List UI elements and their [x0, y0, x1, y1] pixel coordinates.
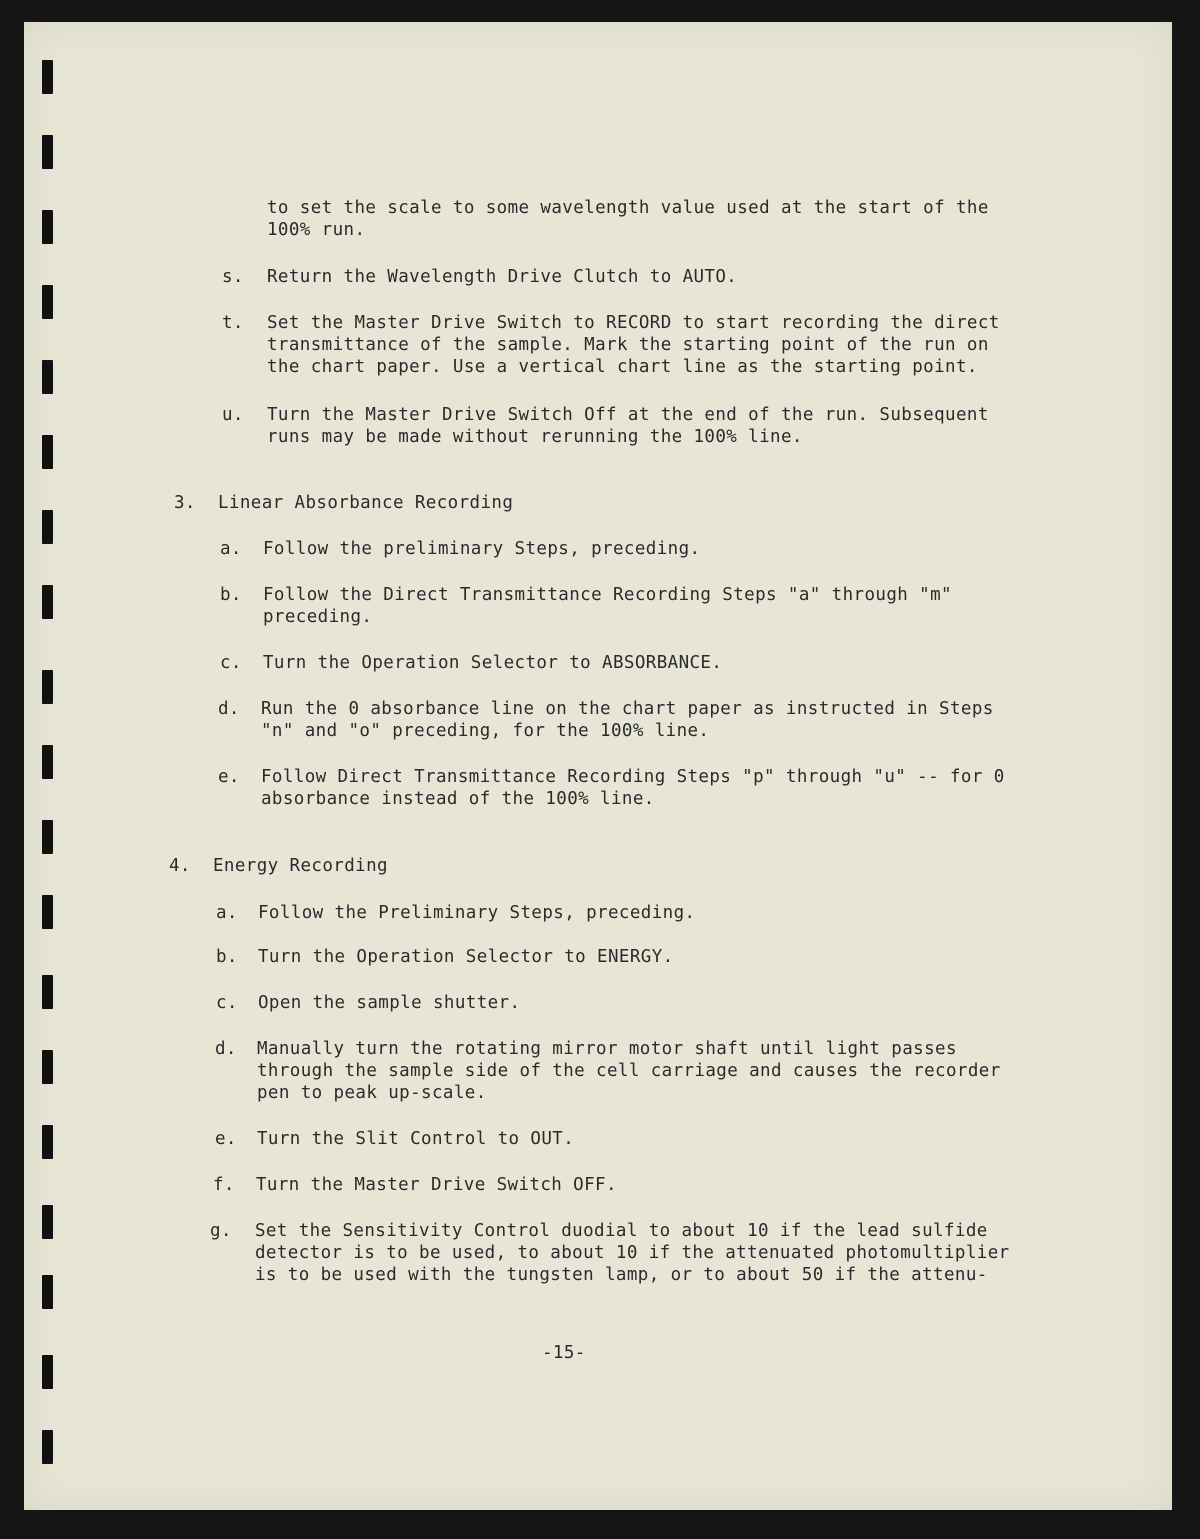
binder-hole [42, 585, 53, 619]
binder-hole [42, 820, 53, 854]
binder-hole [42, 1430, 53, 1464]
binder-hole [42, 1355, 53, 1389]
step-text: Follow the Direct Transmittance Recording Steps "a" through "m" [263, 585, 952, 605]
step-text: detector is to be used, to about 10 if the attenuated photomultiplier [255, 1243, 1010, 1263]
binder-hole [42, 1275, 53, 1309]
step-text: preceding. [263, 607, 373, 627]
step-marker: d. [215, 1039, 237, 1059]
binder-hole [42, 435, 53, 469]
step-text: is to be used with the tungsten lamp, or to about 50 if the attenu- [255, 1265, 988, 1285]
step-marker: g. [210, 1221, 232, 1241]
continuation-line: to set the scale to some wavelength value used at the start of the [267, 198, 989, 218]
binder-hole [42, 975, 53, 1009]
step-text: absorbance instead of the 100% line. [261, 789, 655, 809]
step-text: Follow the Preliminary Steps, preceding. [258, 903, 696, 923]
section-number: 4. [169, 856, 191, 876]
step-marker: b. [216, 947, 238, 967]
step-marker: b. [220, 585, 242, 605]
binder-hole [42, 510, 53, 544]
step-marker: e. [218, 767, 240, 787]
step-text: through the sample side of the cell carriage and causes the recorder [257, 1061, 1001, 1081]
binder-hole [42, 745, 53, 779]
step-marker: t. [222, 313, 244, 333]
binder-hole [42, 1205, 53, 1239]
step-text: Turn the Operation Selector to ABSORBANCE. [263, 653, 723, 673]
binder-holes [42, 22, 56, 1510]
step-text: Return the Wavelength Drive Clutch to AUTO. [267, 267, 738, 287]
step-text: Open the sample shutter. [258, 993, 521, 1013]
step-marker: u. [222, 405, 244, 425]
binder-hole [42, 1125, 53, 1159]
step-text: Turn the Master Drive Switch Off at the end of the run. Subsequent [267, 405, 989, 425]
step-text: Set the Master Drive Switch to RECORD to start recording the direct [267, 313, 1000, 333]
step-marker: d. [218, 699, 240, 719]
section-title: Linear Absorbance Recording [218, 493, 514, 513]
step-marker: a. [220, 539, 242, 559]
section-title: Energy Recording [213, 856, 388, 876]
step-text: Manually turn the rotating mirror motor shaft until light passes [257, 1039, 957, 1059]
document-page [24, 22, 1172, 1510]
step-text: transmittance of the sample. Mark the starting point of the run on [267, 335, 989, 355]
binder-hole [42, 1050, 53, 1084]
continuation-line: 100% run. [267, 220, 366, 240]
section-number: 3. [174, 493, 196, 513]
step-text: pen to peak up-scale. [257, 1083, 487, 1103]
step-text: "n" and "o" preceding, for the 100% line. [261, 721, 710, 741]
step-marker: a. [216, 903, 238, 923]
binder-hole [42, 210, 53, 244]
step-text: runs may be made without rerunning the 100% line. [267, 427, 803, 447]
step-text: Set the Sensitivity Control duodial to about 10 if the lead sulfide [255, 1221, 988, 1241]
step-marker: e. [215, 1129, 237, 1149]
binder-hole [42, 895, 53, 929]
step-marker: s. [222, 267, 244, 287]
step-marker: c. [220, 653, 242, 673]
step-marker: f. [213, 1175, 235, 1195]
step-text: Follow Direct Transmittance Recording Steps "p" through "u" -- for 0 [261, 767, 1005, 787]
binder-hole [42, 60, 53, 94]
step-text: Follow the preliminary Steps, preceding. [263, 539, 701, 559]
binder-hole [42, 670, 53, 704]
step-marker: c. [216, 993, 238, 1013]
step-text: Run the 0 absorbance line on the chart paper as instructed in Steps [261, 699, 994, 719]
step-text: Turn the Master Drive Switch OFF. [256, 1175, 617, 1195]
step-text: the chart paper. Use a vertical chart line as the starting point. [267, 357, 978, 377]
binder-hole [42, 285, 53, 319]
step-text: Turn the Operation Selector to ENERGY. [258, 947, 674, 967]
binder-hole [42, 360, 53, 394]
binder-hole [42, 135, 53, 169]
page-number: -15- [542, 1343, 586, 1363]
step-text: Turn the Slit Control to OUT. [257, 1129, 575, 1149]
